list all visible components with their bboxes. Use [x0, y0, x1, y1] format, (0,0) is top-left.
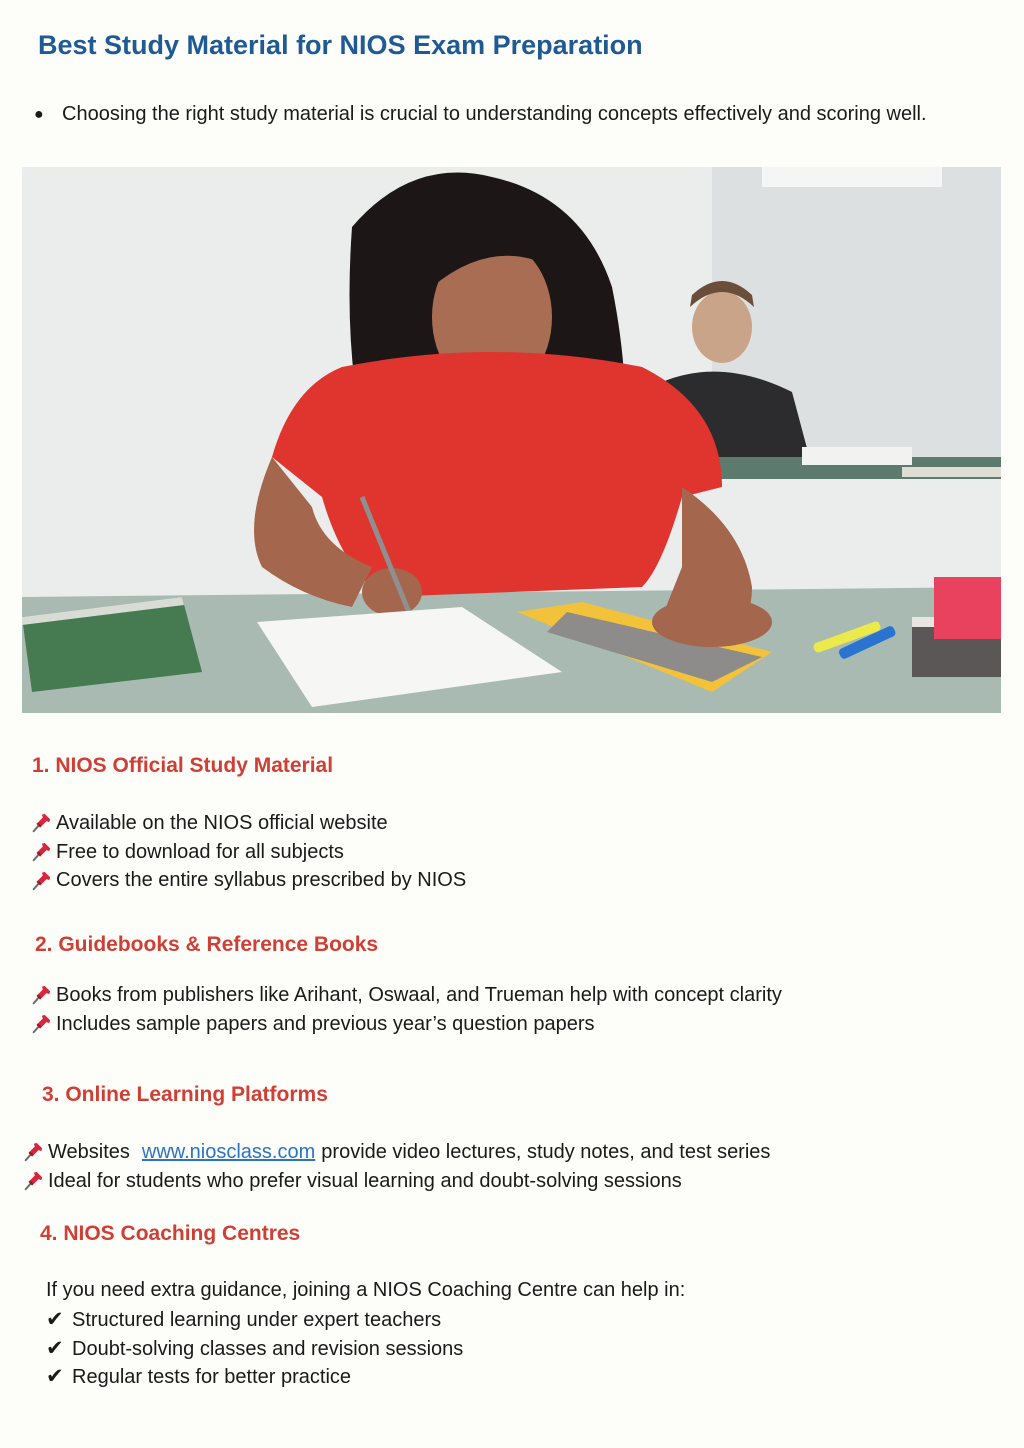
section-4-intro: If you need extra guidance, joining a NIOS Coaching Centre can help in: [46, 1279, 686, 1301]
pushpin-icon [30, 984, 52, 1006]
list-item: ✔ Structured learning under expert teachers [46, 1306, 463, 1335]
section-2-list [30, 981, 782, 1038]
pushpin-icon [30, 841, 52, 863]
checkmark-icon: ✔ [46, 1365, 64, 1389]
section-3-list [22, 1138, 770, 1195]
student-photo [22, 167, 1001, 713]
niosclass-link[interactable]: www.niosclass.com [141, 1141, 316, 1163]
intro-bullet [30, 100, 995, 129]
checkmark-icon: ✔ [46, 1336, 64, 1360]
checkmark-icon: ✔ [46, 1308, 64, 1331]
section-3-heading: 3. Online Learning Platforms [42, 1083, 328, 1106]
pushpin-icon [22, 1170, 44, 1192]
pushpin-icon [30, 1013, 52, 1035]
bullet-dot-icon: ● [34, 106, 44, 123]
section-1-list [30, 809, 466, 895]
list-item: Includes sample papers and previous year’s question papers [30, 1010, 782, 1039]
section-4-list [46, 1306, 463, 1392]
list-item: Covers the entire syllabus prescribed by NIOS [30, 866, 466, 895]
list-item: Free to download for all subjects [30, 838, 466, 867]
list-item: ✔ Doubt-solving classes and revision sessions [46, 1335, 463, 1364]
section-1-heading: 1. NIOS Official Study Material [32, 754, 334, 777]
section-2-heading: 2. Guidebooks & Reference Books [35, 933, 379, 956]
pushpin-icon [30, 812, 52, 834]
intro-text: Choosing the right study material is crucial to understanding concepts effectively and scoring well. [62, 103, 927, 125]
pushpin-icon [22, 1141, 44, 1163]
pushpin-icon [30, 870, 52, 892]
list-item: Books from publishers like Arihant, Oswaal, and Trueman help with concept clarity [30, 981, 782, 1010]
list-item: Ideal for students who prefer visual learning and doubt-solving sessions [22, 1167, 770, 1196]
section-4-heading: 4. NIOS Coaching Centres [40, 1222, 301, 1245]
page-title: Best Study Material for NIOS Exam Preparation [38, 30, 643, 60]
list-item: ✔ Regular tests for better practice [46, 1363, 463, 1392]
list-item: Available on the NIOS official website [30, 809, 466, 838]
list-item: Websites www.niosclass.com provide video lectures, study notes, and test series [22, 1138, 770, 1167]
